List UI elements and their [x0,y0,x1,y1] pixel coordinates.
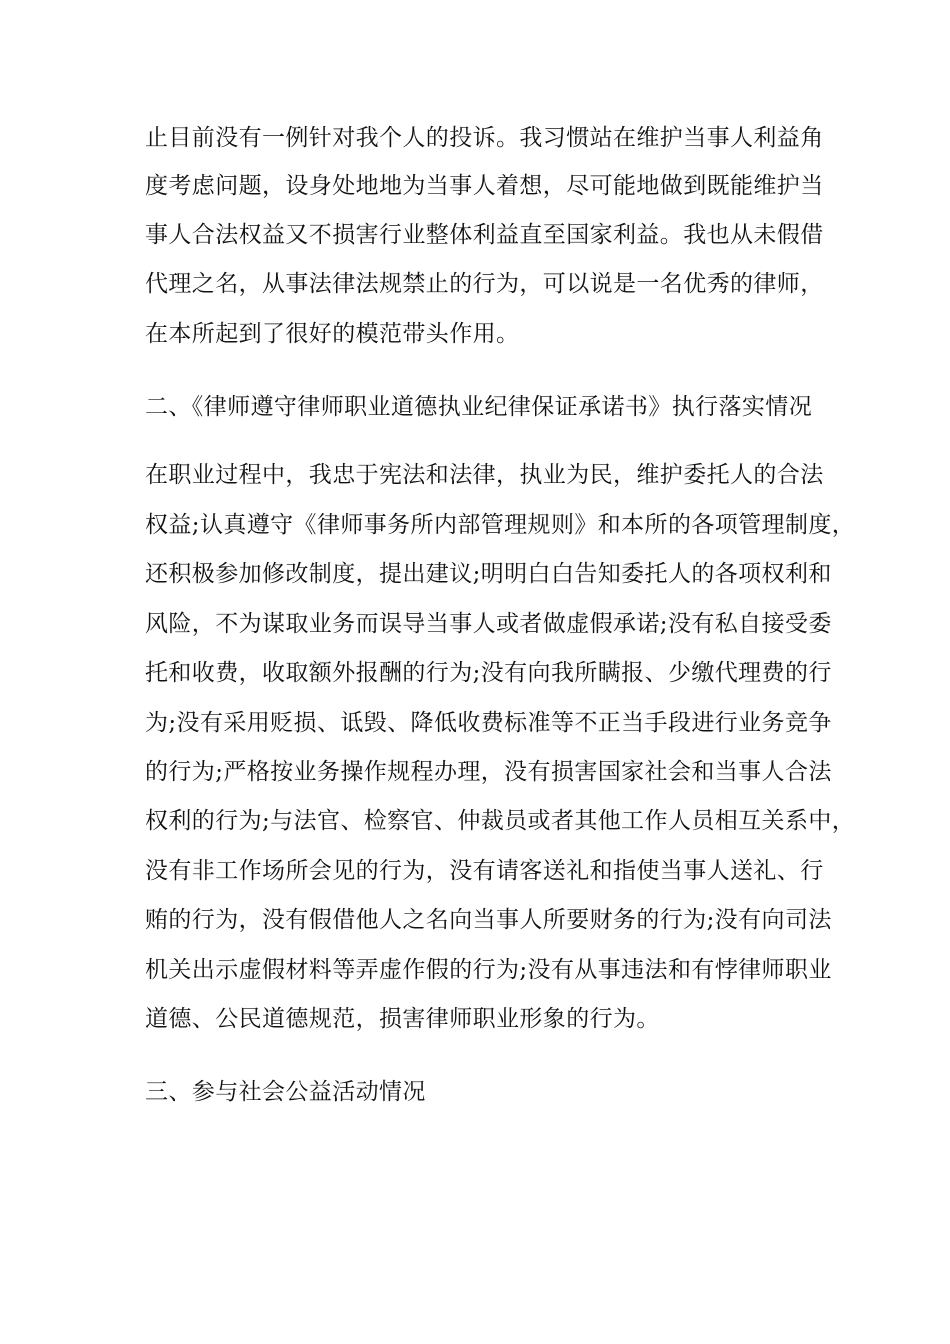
paragraph-2-line-6: 为;没有采用贬损、诋毁、降低收费标准等不正当手段进行业务竞争 [145,710,832,736]
section-heading-2: 二、《律师遵守律师职业道德执业纪律保证承诺书》执行落实情况 [145,394,813,420]
paragraph-2-line-12: 道德、公民道德规范，损害律师职业形象的行为。 [145,1006,660,1032]
paragraph-2-line-11: 机关出示虚假材料等弄虚作假的行为;没有从事违法和有悖律师职业 [145,957,832,983]
paragraph-1-line-1: 止目前没有一例针对我个人的投诉。我习惯站在维护当事人利益角 [145,125,824,151]
paragraph-2-line-9: 没有非工作场所会见的行为，没有请客送礼和指使当事人送礼、行 [145,858,824,884]
paragraph-1-line-3: 事人合法权益又不损害行业整体利益直至国家利益。我也从未假借 [145,222,824,248]
paragraph-2-line-5: 托和收费，收取额外报酬的行为;没有向我所瞒报、少缴代理费的行 [145,660,832,686]
paragraph-2-line-7: 的行为;严格按业务操作规程办理，没有损害国家社会和当事人合法 [145,759,832,785]
paragraph-2-line-8: 权利的行为;与法官、检察官、仲裁员或者其他工作人员相互关系中， [145,808,856,834]
paragraph-2-line-10: 贿的行为，没有假借他人之名向当事人所要财务的行为;没有向司法 [145,907,832,933]
paragraph-2-line-2: 权益;认真遵守《律师事务所内部管理规则》和本所的各项管理制度， [145,512,856,538]
paragraph-1-line-4: 代理之名，从事法律法规禁止的行为，可以说是一名优秀的律师， [145,271,824,297]
paragraph-1-line-2: 度考虑问题，设身处地地为当事人着想，尽可能地做到既能维护当 [145,173,824,199]
section-heading-3: 三、参与社会公益活动情况 [145,1079,426,1105]
paragraph-2-line-3: 还积极参加修改制度，提出建议;明明白白告知委托人的各项权利和 [145,561,832,587]
paragraph-2-line-4: 风险，不为谋取业务而误导当事人或者做虚假承诺;没有私自接受委 [145,611,832,637]
paragraph-1-line-5: 在本所起到了很好的模范带头作用。 [145,321,520,347]
paragraph-2-line-1: 在职业过程中，我忠于宪法和法律，执业为民，维护委托人的合法 [145,462,824,488]
